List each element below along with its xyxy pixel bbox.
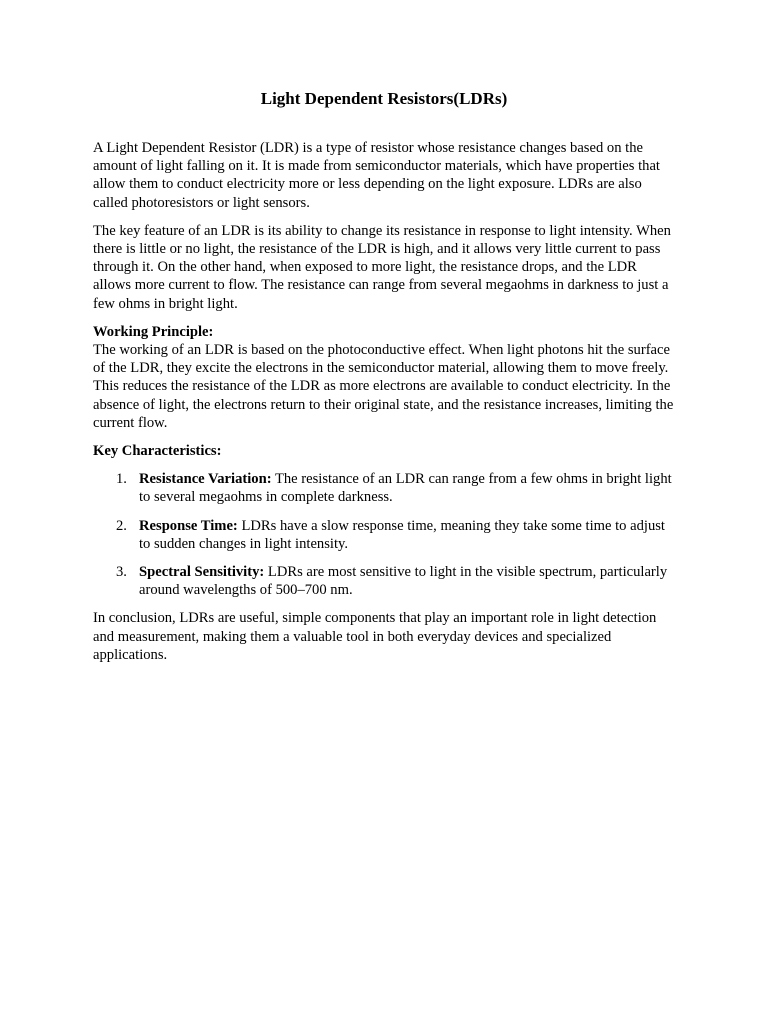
list-item (93, 517, 677, 553)
list-item (93, 470, 677, 506)
list-item-text: LDRs are most sensitive to light in the visible spectrum, particularly around wavelengths of 500–700 nm. (139, 564, 668, 599)
key-characteristics-heading: Key Characteristics: (93, 443, 222, 460)
list-item-number: 2. (116, 517, 127, 534)
document-body (93, 139, 677, 674)
list-item-number: 1. (116, 471, 127, 488)
list-item (93, 563, 677, 599)
conclusion-paragraph: In conclusion, LDRs are useful, simple components that play an important role in light detection and measurement, making them a valuable tool in both everyday devices and specialized applications. (93, 610, 657, 663)
list-item-number: 3. (116, 564, 127, 581)
working-principle-text: The working of an LDR is based on the photoconductive effect. When light photons hit the surface of the LDR, they excite the electrons in the semiconductor material, allowing them to move freely. This reduces the resistance of the LDR as more electrons are available to conduct electricity. In the absence of light, the electrons return to their original state, and the resistance increases, limiting the current flow. (93, 342, 674, 431)
intro-paragraph: A Light Dependent Resistor (LDR) is a type of resistor whose resistance changes based on the amount of light falling on it. It is made from semiconductor materials, which have properties that allow them to conduct electricity more or less depending on the light exposure. LDRs are also called photoresistors or light sensors. (93, 140, 660, 211)
working-principle-heading: Working Principle: (93, 323, 214, 340)
list-item-text: LDRs have a slow response time, meaning they take some time to adjust to sudden changes in light intensity. (139, 517, 665, 552)
document-title: Light Dependent Resistors(LDRs) (260, 89, 508, 108)
list-item-term: Resistance Variation: (139, 471, 272, 488)
list-item-text: The resistance of an LDR can range from a few ohms in bright light to several megaohms in complete darkness. (139, 471, 672, 506)
key-characteristics-list (93, 470, 677, 599)
list-item-term: Response Time: (139, 517, 238, 534)
key-feature-paragraph: The key feature of an LDR is its ability to change its resistance in response to light intensity. When there is little or no light, the resistance of the LDR is high, and it allows very little current to pass through it. On the other hand, when exposed to more light, the resistance drops, and the LDR allows more current to flow. The resistance can range from several megaohms in darkness to just a few ohms in bright light. (93, 222, 671, 312)
working-principle-section (93, 323, 677, 432)
list-item-term: Spectral Sensitivity: (139, 564, 265, 581)
